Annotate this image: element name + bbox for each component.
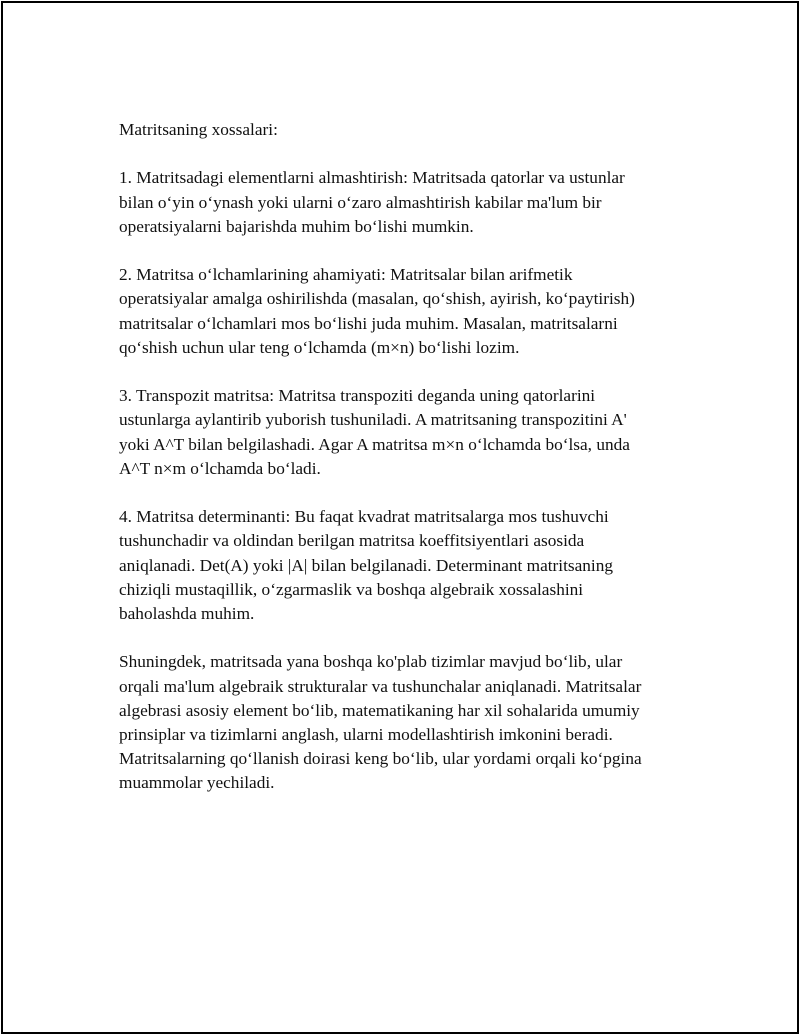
text-line: baholashda muhim.	[119, 604, 255, 623]
text-line: ustunlarga aylantirib yuborish tushuniladi. A matritsaning transpozitini A'	[119, 410, 627, 430]
text-line: operatsiyalar amalga oshirilishda (masalan, qo‘shish, ayirish, ko‘paytirish)	[119, 289, 635, 309]
paragraph-4	[119, 505, 689, 626]
text-line: yoki A^T bilan belgilashadi. Agar A matritsa m×n o‘lchamda bo‘lsa, unda	[119, 434, 630, 454]
paragraph-3	[119, 384, 689, 481]
document-heading	[119, 118, 689, 142]
text-line: operatsiyalarni bajarishda muhim bo‘lishi mumkin.	[119, 216, 474, 236]
text-line: 2. Matritsa o‘lchamlarining ahamiyati: Matritsalar bilan arifmetik	[119, 265, 573, 285]
text-line: orqali ma'lum algebraik strukturalar va tushunchalar aniqlanadi. Matritsalar	[119, 676, 642, 696]
text-line: aniqlanadi. Det(A) yoki |A| bilan belgilanadi. Determinant matritsaning	[119, 555, 614, 575]
text-line: qo‘shish uchun ular teng o‘lchamda (m×n) bo‘lishi lozim.	[119, 337, 520, 357]
text-line: bilan o‘yin o‘ynash yoki ularni o‘zaro almashtirish kabilar ma'lum bir	[119, 192, 602, 212]
text-line: Matritsaning xossalari:	[119, 120, 278, 139]
text-line: Matritsalarning qo‘llanish doirasi keng bo‘lib, ular yordami orqali ko‘pgina	[119, 749, 642, 769]
text-line: prinsiplar va tizimlarni anglash, ularni modellashtirish imkonini beradi.	[119, 725, 613, 744]
document-body	[119, 118, 689, 820]
text-line: muammolar yechiladi.	[119, 773, 275, 793]
paragraph-2	[119, 263, 689, 360]
text-line: tushunchadir va oldindan berilgan matritsa koeffitsiyentlari asosida	[119, 531, 585, 551]
text-line: 4. Matritsa determinanti: Bu faqat kvadrat matritsalarga mos tushuvchi	[119, 507, 609, 527]
text-line: 1. Matritsadagi elementlarni almashtirish: Matritsada qatorlar va ustunlar	[119, 168, 625, 188]
text-line: matritsalar o‘lchamlari mos bo‘lishi juda muhim. Masalan, matritsalarni	[119, 313, 618, 333]
text-line: A^T n×m o‘lchamda bo‘ladi.	[119, 458, 321, 478]
paragraph-1	[119, 166, 689, 239]
text-line: 3. Transpozit matritsa: Matritsa transpoziti deganda uning qatorlarini	[119, 386, 596, 406]
document-page	[1, 1, 799, 1034]
text-line: chiziqli mustaqillik, o‘zgarmaslik va boshqa algebraik xossalashini	[119, 579, 584, 599]
text-line: algebrasi asosiy element bo‘lib, matematikaning har xil sohalarida umumiy	[119, 700, 640, 720]
text-line: Shuningdek, matritsada yana boshqa ko'plab tizimlar mavjud bo‘lib, ular	[119, 652, 623, 672]
paragraph-5	[119, 650, 689, 795]
